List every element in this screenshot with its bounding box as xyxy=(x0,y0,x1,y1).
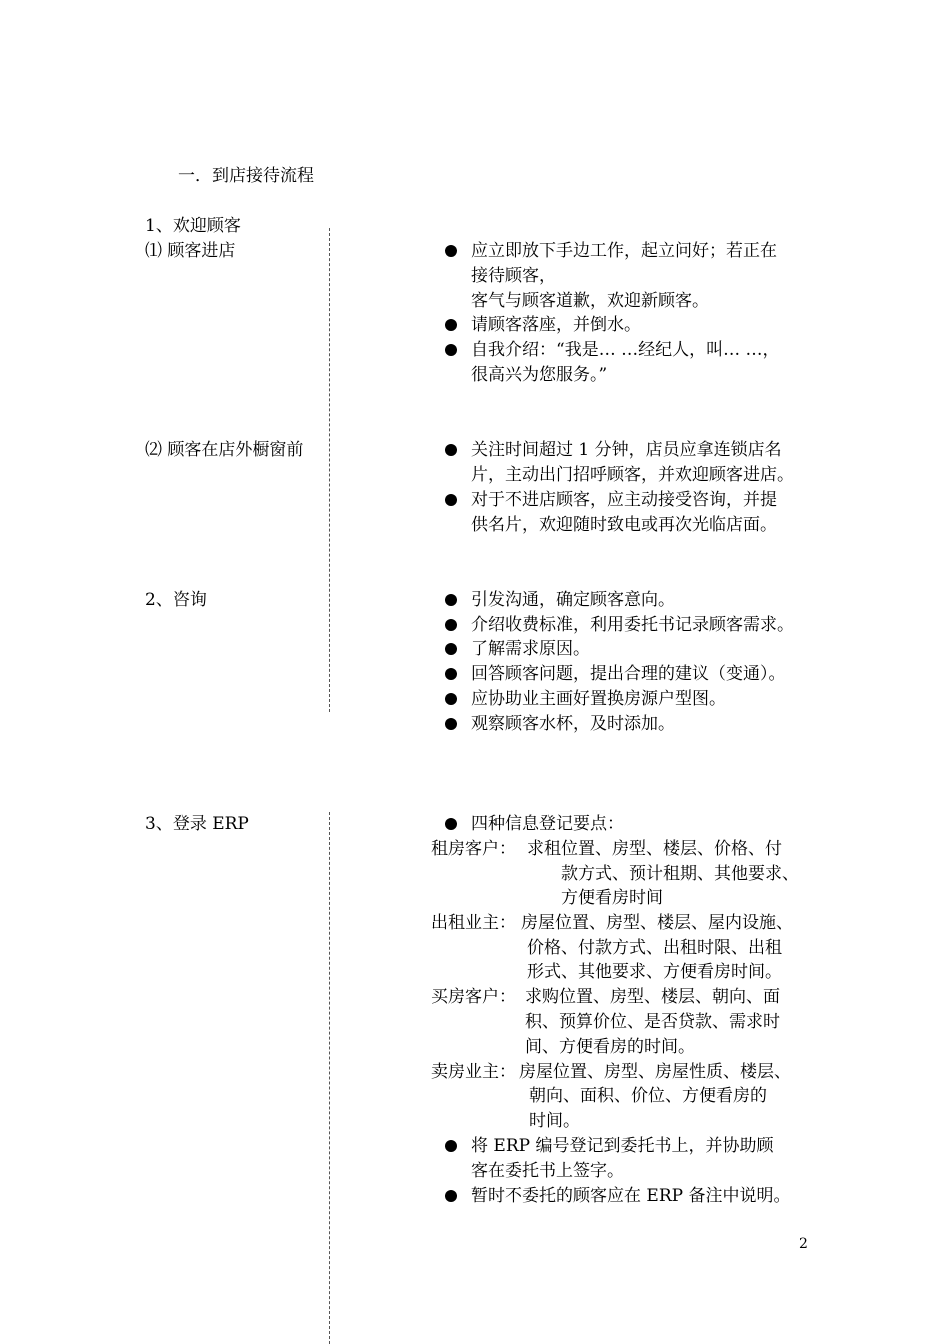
section-1-sub1-label: ⑴ 顾客进店 xyxy=(145,241,236,261)
info-type-label: 租房客户： xyxy=(431,839,516,859)
info-type-text: 间、方便看房的时间。 xyxy=(525,1037,695,1057)
info-type-text: 求购位置、房型、楼层、朝向、面 xyxy=(525,987,780,1007)
list-item: 回答顾客问题，提出合理的建议（变通）。 xyxy=(471,664,786,684)
section-1-sub2-label: ⑵ 顾客在店外橱窗前 xyxy=(145,440,304,460)
page-number: 2 xyxy=(799,1236,808,1252)
list-item: 介绍收费标准，利用委托书记录顾客需求。 xyxy=(471,615,794,635)
list-item: 关注时间超过 1 分钟，店员应拿连锁店名 xyxy=(471,440,782,460)
list-item: 了解需求原因。 xyxy=(471,639,590,659)
bullet-icon xyxy=(445,619,457,631)
bullet-icon xyxy=(445,718,457,730)
bullet-icon xyxy=(445,594,457,606)
list-item: 应立即放下手边工作，起立问好；若正在 xyxy=(471,241,777,261)
column-divider-bottom xyxy=(329,812,330,1344)
list-item: 引发沟通，确定顾客意向。 xyxy=(471,590,675,610)
list-item-continued: 很高兴为您服务。” xyxy=(471,365,608,385)
list-item-continued: 客气与顾客道歉，欢迎新顾客。 xyxy=(471,291,709,311)
list-item: 应协助业主画好置换房源户型图。 xyxy=(471,689,726,709)
info-type-text: 房屋位置、房型、楼层、屋内设施、 xyxy=(521,913,793,933)
info-type-text: 形式、其他要求、方便看房时间。 xyxy=(527,962,782,982)
bullet-icon xyxy=(445,818,457,830)
list-item-continued: 接待顾客， xyxy=(471,266,556,286)
info-type-text: 朝向、面积、价位、方便看房的 xyxy=(529,1086,767,1106)
list-item: 对于不进店顾客，应主动接受咨询，并提 xyxy=(471,490,777,510)
bullet-icon xyxy=(445,668,457,680)
bullet-icon xyxy=(445,344,457,356)
list-item: 请顾客落座，并倒水。 xyxy=(471,315,641,335)
bullet-icon xyxy=(445,643,457,655)
bullet-icon xyxy=(445,444,457,456)
list-item: 将 ERP 编号登记到委托书上，并协助顾 xyxy=(471,1136,774,1156)
column-divider-top xyxy=(329,228,330,712)
section-2-heading: 2、咨询 xyxy=(145,590,207,610)
list-item: 自我介绍：“我是… …经纪人，叫… …， xyxy=(471,340,780,360)
bullet-icon xyxy=(445,693,457,705)
info-type-text: 积、预算价位、是否贷款、需求时 xyxy=(525,1012,780,1032)
page-title: 一．到店接待流程 xyxy=(178,166,314,186)
list-item-continued: 客在委托书上签字。 xyxy=(471,1161,624,1181)
section-3-heading: 3、登录 ERP xyxy=(145,814,249,834)
section-3-intro: 四种信息登记要点： xyxy=(471,814,624,834)
list-item: 观察顾客水杯，及时添加。 xyxy=(471,714,675,734)
list-item-continued: 供名片，欢迎随时致电或再次光临店面。 xyxy=(471,515,777,535)
bullet-icon xyxy=(445,494,457,506)
info-type-text: 求租位置、房型、楼层、价格、付 xyxy=(527,839,782,859)
info-type-label: 买房客户： xyxy=(431,987,516,1007)
bullet-icon xyxy=(445,245,457,257)
info-type-text: 方便看房时间 xyxy=(561,888,663,908)
info-type-text: 房屋位置、房型、房屋性质、楼层、 xyxy=(519,1062,791,1082)
info-type-text: 价格、付款方式、出租时限、出租 xyxy=(527,938,782,958)
info-type-label: 出租业主： xyxy=(431,913,516,933)
info-type-text: 款方式、预计租期、其他要求、 xyxy=(561,864,799,884)
bullet-icon xyxy=(445,1140,457,1152)
list-item-continued: 片，主动出门招呼顾客，并欢迎顾客进店。 xyxy=(471,465,794,485)
list-item: 暂时不委托的顾客应在 ERP 备注中说明。 xyxy=(471,1186,791,1206)
section-1-heading: 1、欢迎顾客 xyxy=(145,216,241,236)
bullet-icon xyxy=(445,1190,457,1202)
info-type-text: 时间。 xyxy=(529,1111,580,1131)
bullet-icon xyxy=(445,319,457,331)
info-type-label: 卖房业主： xyxy=(431,1062,516,1082)
